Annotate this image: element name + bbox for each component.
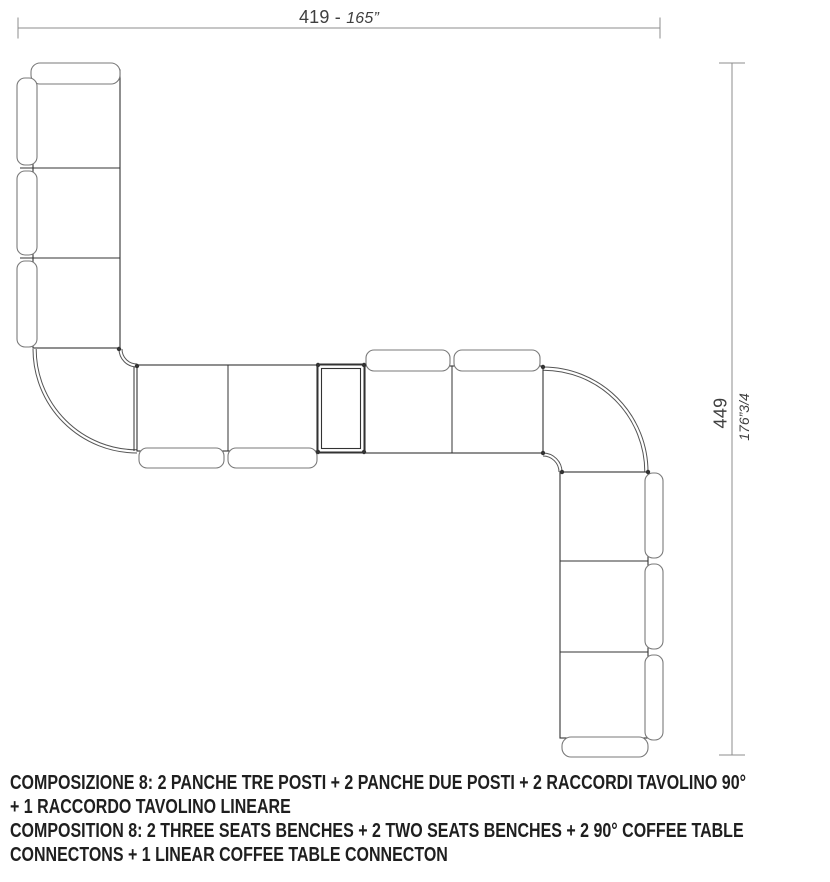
junction-dot (135, 364, 139, 368)
caption-line-english-1: COMPOSITION 8: 2 THREE SEATS BENCHES + 2 TWO SEATS BENCHES + 2 90° COFFEE TABLE (10, 820, 744, 842)
junction-dot (560, 470, 564, 474)
caption-line-italian-2: + 1 RACCORDO TAVOLINO LINEARE (10, 796, 291, 818)
bench-a-body (137, 365, 317, 451)
bench-a-front-cushion (228, 448, 317, 468)
junction-dot (541, 451, 545, 455)
bench-b-back-cushion (366, 350, 450, 371)
left-bench-end-cushion (31, 63, 120, 84)
left-corner-connector-outer-arc-inner-line (36, 349, 137, 450)
right-corner-connector-outer-arc (543, 367, 648, 472)
bench-b-back-cushion (454, 350, 540, 371)
linear-table-connector (318, 365, 365, 453)
right-bench-back-cushion (645, 473, 663, 558)
width-dimension-inches: 165” (346, 10, 380, 27)
bench-a-front-cushion (139, 448, 224, 468)
left-bench-back-cushion (17, 171, 37, 255)
bench-b-body (365, 366, 543, 453)
left-bench-back-cushion (17, 78, 37, 165)
caption-line-italian-1: COMPOSIZIONE 8: 2 PANCHE TRE POSTI + 2 PANCHE DUE POSTI + 2 RACCORDI TAVOLINO 90° (10, 772, 746, 794)
width-dimension-label (18, 7, 660, 28)
left-bench-body (33, 70, 120, 348)
junction-dot (316, 450, 320, 454)
right-bench-end-cushion (562, 737, 648, 757)
junction-dot (646, 470, 650, 474)
junction-dot (541, 365, 545, 369)
height-dimension-inches: 176”3/4 (736, 393, 752, 441)
width-dimension-cm: 419 (298, 7, 330, 27)
composition-caption (10, 771, 746, 867)
left-bench-back-cushion (17, 261, 37, 347)
linear-table-connector-outer (318, 365, 365, 453)
junction-dot (362, 363, 366, 367)
left-corner-connector-outer-arc (33, 349, 137, 453)
right-bench-back-cushion (645, 655, 663, 740)
right-bench-body (560, 472, 648, 738)
right-corner-connector-outer-arc-inner-line (543, 370, 645, 472)
junction-dot (117, 347, 121, 351)
junction-dot (316, 363, 320, 367)
height-dimension-cm: 449 (710, 397, 731, 429)
junction-dot (362, 450, 366, 454)
right-bench-back-cushion (645, 564, 663, 649)
caption-line-english-2: CONNECTONS + 1 LINEAR COFFEE TABLE CONNECTON (10, 844, 448, 866)
left-corner-connector-inner-arc (119, 349, 137, 367)
width-dimension-dash: - (334, 7, 341, 27)
